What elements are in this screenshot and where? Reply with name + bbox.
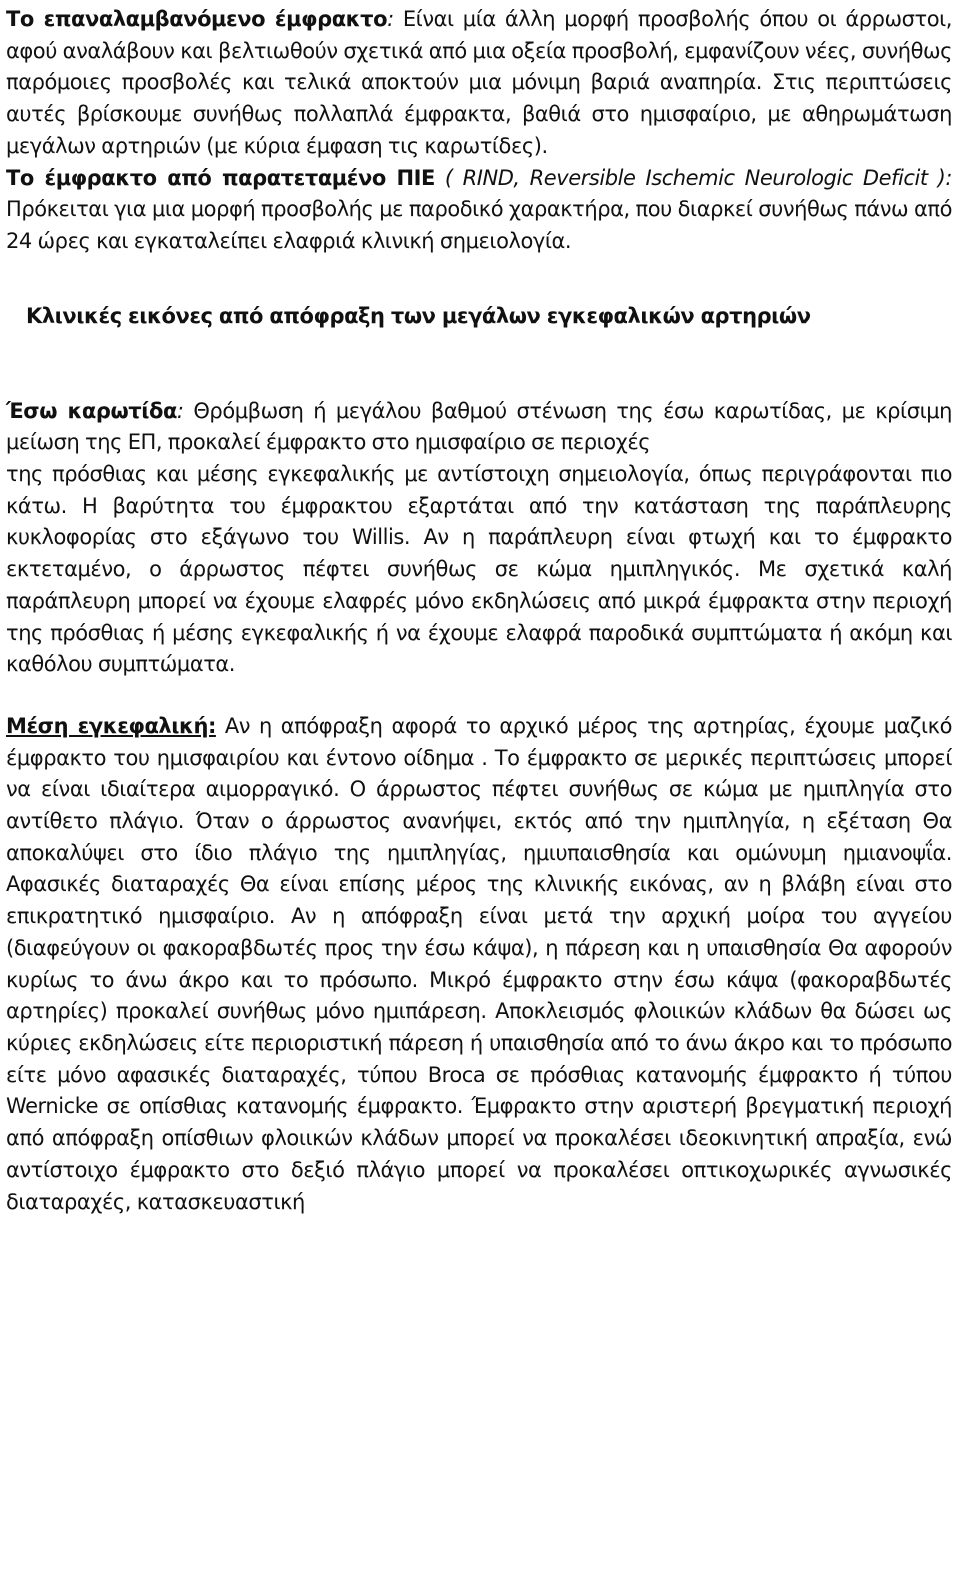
section-heading: Κλινικές εικόνες από απόφραξη των μεγάλων εγκεφαλικών αρτηριών [26, 303, 811, 328]
paragraph-body: Πρόκειται για μια μορφή προσβολής με παροδικό χαρακτήρα, που διαρκεί συνήθως πάνω από 24 ώρες και εγκαταλείπει ελαφριά κλινική σημειολογία. [6, 197, 952, 253]
paragraph-italic-note: ( RIND, Reversible Ischemic Neurologic Deficit ): [434, 165, 952, 190]
paragraph-lead: Το επαναλαμβανόμενο έμφρακτο [6, 7, 388, 31]
paragraph-middle-cerebral [6, 711, 952, 1218]
paragraph-internal-carotid-continued [6, 459, 952, 681]
paragraph-body: Θρόμβωση ή μεγάλου βαθμού στένωση της έσω καρωτίδας, με κρίσιμη μείωση της ΕΠ, προκαλεί έμφρακτο στο ημισφαίριο σε περιοχές [6, 398, 952, 455]
paragraph-body: Αν η απόφραξη αφορά το αρχικό μέρος της αρτηρίας, έχουμε μαζικό έμφρακτο του ημισφαιρίου και έντονο οίδημα . Το έμφρακτο σε μερικές περιπτώσεις μπορεί να είναι ιδιαίτερα αιμορραγικό. Ο άρρωστος πέφτει συνήθως σε κώμα με ημιπληγία στο αντίθετο πλάγιο. Όταν ο άρρωστος ανανήψει, εκτός από την ημιπληγία, η εξέταση Θα αποκαλύψει στο ίδιο πλάγιο της ημιπληγίας, ημιυπαισθησία και ομώνυμη ημιανοψΐα. Αφασικές διαταραχές Θα είναι επίσης μέρος της κλινικής εικόνας, αν η βλάβη είναι στο επικρατητικό ημισφαίριο. Αν η απόφραξη είναι μετά την αρχική μοίρα του αγγείου (διαφεύγουν οι φακοραβδωτές προς την έσω κάψα), η πάρεση και η υπαισθησία Θα αφορούν κυρίως το άνω άκρο και το πρόσωπο. Μικρό έμφρακτο στην έσω κάψα (φακοραβδωτές αρτηρίες) προκαλεί συνήθως μόνο ημιπάρεση. Αποκλεισμός φλοιικών κλάδων θα δώσει ως κύριες εκδηλώσεις είτε περιοριστική πάρεση ή υπαισθησία από το άνω άκρο και το πρόσωπο είτε μόνο αφασικές διαταραχές, τύπου Broca σε πρόσθιας κατανομής έμφρακτο ή τύπου Wernicke σε οπίσθιας κατανομής έμφρακτο. Έμφρακτο στην αριστερή βρεγματική περιοχή από απόφραξη οπίσθιων φλοιικών κλάδων μπορεί να προκαλέσει ιδεοκινητική απραξία, ενώ αντίστοιχο έμφρακτο στο δεξιό πλάγιο μπορεί να προκαλέσει οπτικοχωρικές αγνωσικές διαταραχές, κατασκευαστική [6, 713, 952, 1214]
paragraph-body: της πρόσθιας και μέσης εγκεφαλικής με αντίστοιχη σημειολογία, όπως περιγράφονται πιο κάτω. Η βαρύτητα του έμφρακτου εξαρτάται από την κατάσταση της παράπλευρης κυκλοφορίας στο εξάγωνο του Willis. Αν η παράπλευρη είναι φτωχή και το έμφρακτο εκτεταμένο, ο άρρωστος πέφτει συνήθως σε κώμα ημιπληγικός. Με σχετικά καλή παράπλευρη μπορεί να έχουμε ελαφρές μόνο εκδηλώσεις από μικρά έμφρακτα στην περιοχή της πρόσθιας ή μέσης εγκεφαλικής ή να έχουμε ελαφρά παροδικά συμπτώματα ή ακόμη και καθόλου συμπτώματα. [6, 462, 952, 677]
paragraph-lead: Μέση εγκεφαλική: [6, 713, 216, 738]
paragraph-colon: : [176, 398, 184, 423]
paragraph-colon: : [387, 7, 394, 31]
paragraph-lead: Το έμφρακτο από παρατεταμένο ΠΙΕ [6, 165, 435, 190]
paragraph-lead: Έσω καρωτίδα [6, 398, 177, 423]
paragraph-internal-carotid [6, 396, 952, 459]
paragraph-recurrent-infarct [6, 4, 952, 163]
paragraph-rind [6, 163, 952, 258]
paragraph-body: Είναι μία άλλη μορφή προσβολής όπου οι άρρωστοι, αφού αναλάβουν και βελτιωθούν σχετικά από μια οξεία προσβολή, εμφανίζουν νέες, συνήθως παρόμοιες προσβολές και τελικά αποκτούν μια μόνιμη βαριά αναπηρία. Στις περιπτώσεις αυτές βρίσκουμε συνήθως πολλαπλά έμφρακτα, βαθιά στο ημισφαίριο, με αθηρωμάτωση μεγάλων αρτηριών (με κύρια έμφαση τις καρωτίδες). [6, 7, 953, 158]
